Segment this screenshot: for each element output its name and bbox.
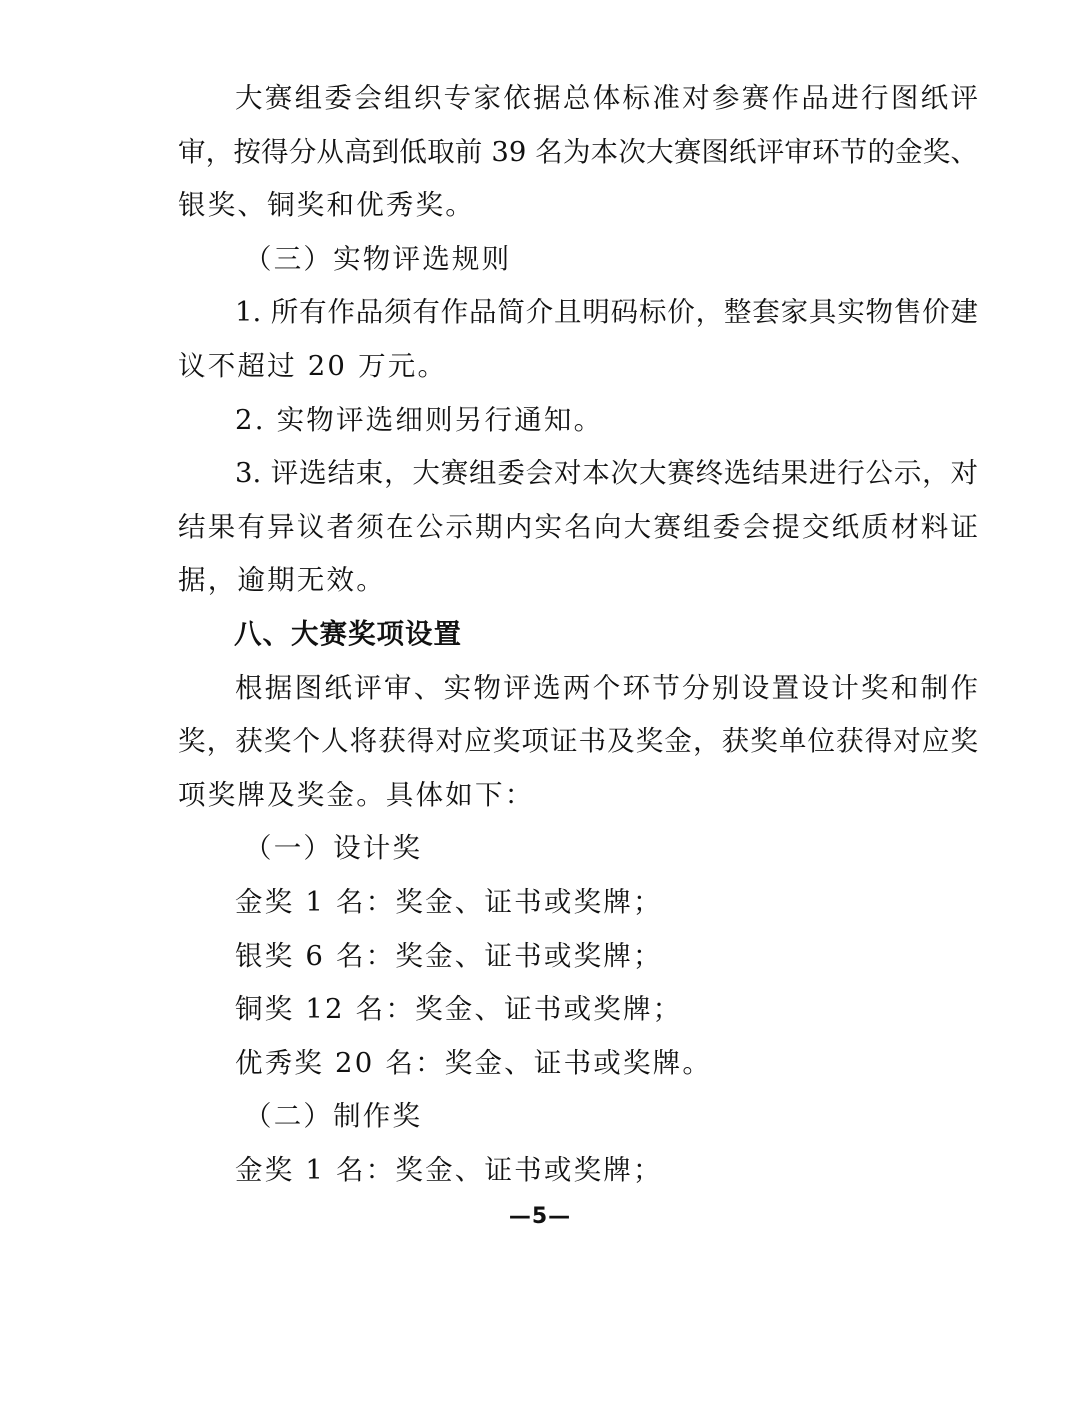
award-item: 金奖 1 名：奖金、证书或奖牌； bbox=[235, 885, 663, 918]
paragraph-line: 结果有异议者须在公示期内实名向大赛组委会提交纸质材料证 bbox=[178, 510, 978, 543]
paragraph-line: 大赛组委会组织专家依据总体标准对参赛作品进行图纸评 bbox=[235, 82, 978, 114]
page-number: —5— bbox=[508, 1204, 572, 1229]
award-item: 铜奖 12 名：奖金、证书或奖牌； bbox=[235, 993, 683, 1026]
section-subheading: （二）制作奖 bbox=[244, 1100, 423, 1133]
award-item: 银奖 6 名：奖金、证书或奖牌； bbox=[235, 939, 663, 972]
section-heading: 八、大赛奖项设置 bbox=[234, 617, 462, 650]
paragraph-line: 奖，获奖个人将获得对应奖项证书及奖金，获奖单位获得对应奖 bbox=[178, 725, 978, 758]
paragraph-line: 银奖、铜奖和优秀奖。 bbox=[178, 189, 475, 222]
body-text bbox=[178, 72, 978, 1197]
paragraph-line: 项奖牌及奖金。具体如下： bbox=[178, 778, 535, 811]
paragraph-line: 2. 实物评选细则另行通知。 bbox=[235, 403, 604, 436]
paragraph-line: 审，按得分从高到低取前 39 名为本次大赛图纸评审环节的金奖、 bbox=[178, 135, 978, 168]
award-item: 优秀奖 20 名：奖金、证书或奖牌。 bbox=[235, 1046, 713, 1079]
paragraph-line: 3. 评选结束，大赛组委会对本次大赛终选结果进行公示，对 bbox=[235, 457, 978, 490]
award-item: 金奖 1 名：奖金、证书或奖牌； bbox=[235, 1153, 663, 1186]
section-subheading: （三）实物评选规则 bbox=[244, 242, 512, 275]
paragraph-line: 议不超过 20 万元。 bbox=[178, 349, 448, 382]
paragraph-line: 1. 所有作品须有作品简介且明码标价，整套家具实物售价建 bbox=[235, 296, 978, 329]
paragraph-line: 根据图纸评审、实物评选两个环节分别设置设计奖和制作 bbox=[235, 671, 978, 704]
paragraph-line: 据，逾期无效。 bbox=[178, 564, 386, 597]
section-subheading: （一）设计奖 bbox=[244, 832, 423, 865]
